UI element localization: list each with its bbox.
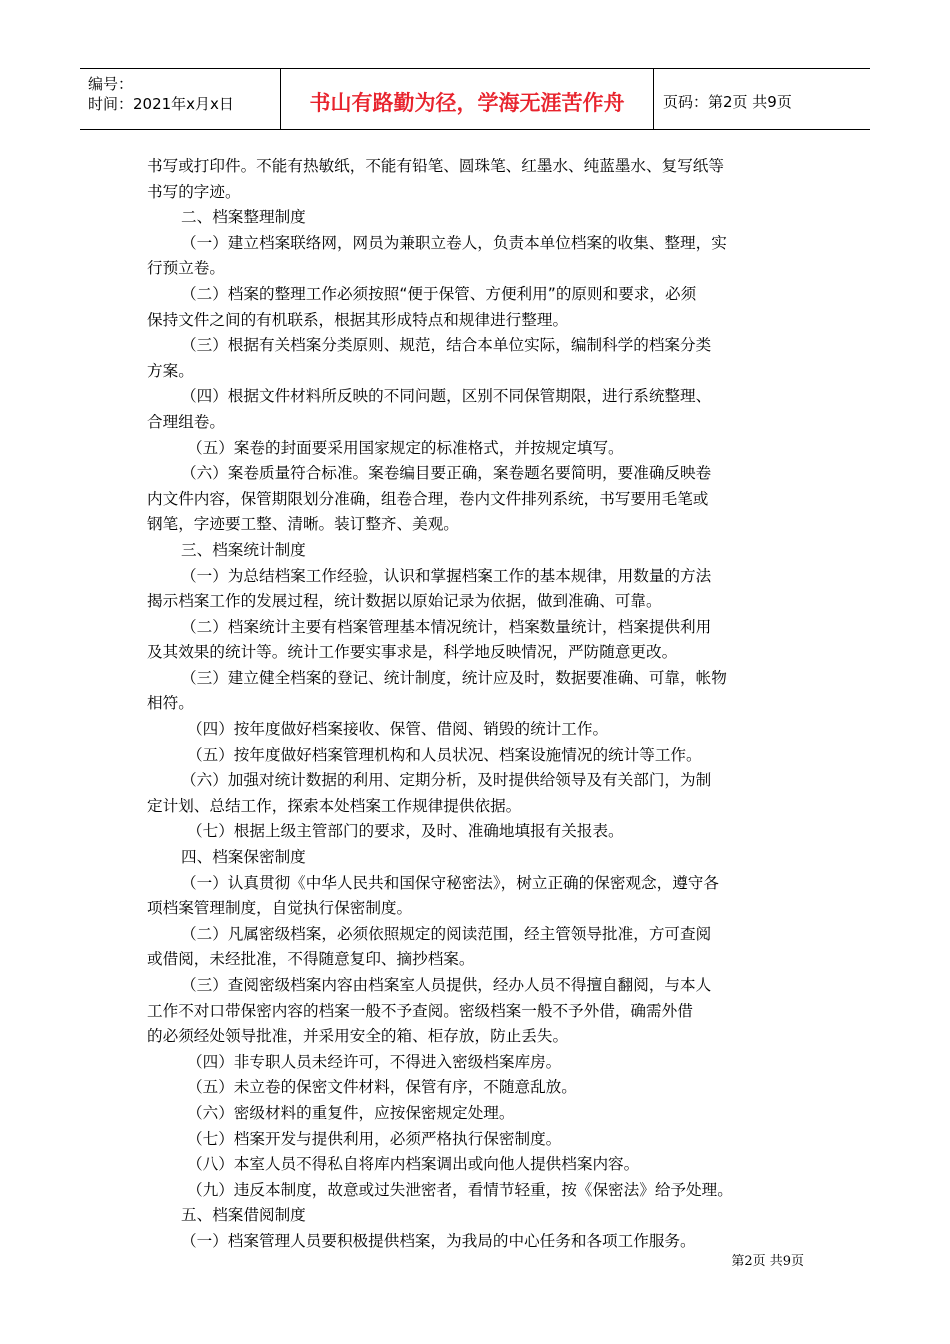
text-line: 方案。	[147, 361, 194, 380]
text-line: （五）案卷的封面要采用国家规定的标准格式，并按规定填写。	[187, 438, 624, 457]
section-heading: 三、档案统计制度	[181, 540, 306, 559]
text-line: 合理组卷。	[147, 412, 225, 431]
text-line: 行预立卷。	[147, 259, 225, 278]
text-line: 钢笔，字迹要工整、清晰。装订整齐、美观。	[147, 515, 459, 534]
text-line: （五）未立卷的保密文件材料，保管有序，不随意乱放。	[187, 1078, 577, 1097]
page-header	[80, 68, 870, 130]
text-line: （四）非专职人员未经许可，不得进入密级档案库房。	[187, 1052, 562, 1071]
header-page-cell	[653, 69, 870, 129]
text-line: 内文件内容，保管期限划分准确，组卷合理，卷内文件排列系统，书写要用毛笔或	[147, 489, 709, 508]
text-line: 工作不对口带保密内容的档案一般不予查阅。密级档案一般不予外借，确需外借	[147, 1001, 693, 1020]
text-line: （二）档案的整理工作必须按照“便于保管、方便利用”的原则和要求，必须	[181, 284, 697, 303]
text-line: （一）认真贯彻《中华人民共和国保守秘密法》，树立正确的保密观念，遵守各	[181, 873, 719, 892]
text-line: 保持文件之间的有机联系，根据其形成特点和规律进行整理。	[147, 310, 569, 329]
page-number-label: 页码：第2页 共9页	[663, 93, 792, 111]
header-info-cell	[80, 69, 280, 129]
motto: 书山有路勤为径，学海无涯苦作舟	[309, 91, 625, 115]
text-line: （一）为总结档案工作经验，认识和掌握档案工作的基本规律，用数量的方法	[181, 566, 712, 585]
text-line: （四）根据文件材料所反映的不同问题，区别不同保管期限，进行系统整理、	[181, 387, 712, 406]
text-line: 项档案管理制度，自觉执行保密制度。	[147, 899, 413, 918]
number-label: 编号：	[88, 75, 134, 93]
text-line: （六）案卷质量符合标准。案卷编目要正确，案卷题名要简明，要准确反映卷	[181, 464, 712, 483]
text-line: （一）建立档案联络网，网员为兼职立卷人，负责本单位档案的收集、整理，实	[181, 233, 727, 252]
time-label: 时间：2021年x月x日	[88, 95, 234, 113]
text-line: （九）违反本制度，故意或过失泄密者，看情节轻重，按《保密法》给予处理。	[187, 1180, 733, 1199]
text-line: （二）档案统计主要有档案管理基本情况统计，档案数量统计，档案提供利用	[181, 617, 712, 636]
text-line: （五）按年度做好档案管理机构和人员状况、档案设施情况的统计等工作。	[187, 745, 702, 764]
text-line: 的必须经处领导批准，并采用安全的箱、柜存放，防止丢失。	[147, 1027, 569, 1046]
text-line: 及其效果的统计等。统计工作要实事求是，科学地反映情况，严防随意更改。	[147, 643, 678, 662]
text-line: （八）本室人员不得私自将库内档案调出或向他人提供档案内容。	[187, 1155, 640, 1174]
text-line: 定计划、总结工作，探索本处档案工作规律提供依据。	[147, 796, 522, 815]
page-footer: 第2页 共9页	[731, 1254, 804, 1269]
text-line: 书写或打印件。不能有热敏纸，不能有铅笔、圆珠笔、红墨水、纯蓝墨水、复写纸等	[147, 157, 724, 175]
text-line: （三）查阅密级档案内容由档案室人员提供，经办人员不得擅自翻阅，与本人	[181, 976, 712, 994]
text-line: （七）根据上级主管部门的要求，及时、准确地填报有关报表。	[187, 822, 624, 841]
text-line: （一）档案管理人员要积极提供档案，为我局的中心任务和各项工作服务。	[181, 1231, 696, 1250]
text-line: （六）加强对统计数据的利用、定期分析，及时提供给领导及有关部门，为制	[181, 771, 712, 790]
text-line: （三）建立健全档案的登记、统计制度，统计应及时，数据要准确、可靠，帐物	[181, 668, 727, 687]
text-line: 或借阅，未经批准，不得随意复印、摘抄档案。	[147, 950, 475, 969]
section-heading: 四、档案保密制度	[181, 848, 306, 867]
section-heading: 二、档案整理制度	[181, 208, 306, 227]
text-line: （三）根据有关档案分类原则、规范，结合本单位实际，编制科学的档案分类	[181, 336, 712, 355]
header-motto-cell	[280, 69, 654, 129]
section-heading: 五、档案借阅制度	[181, 1206, 306, 1225]
text-line: （六）密级材料的重复件，应按保密规定处理。	[187, 1103, 515, 1122]
text-line: （四）按年度做好档案接收、保管、借阅、销毁的统计工作。	[187, 720, 609, 739]
text-line: （二）凡属密级档案，必须依照规定的阅读范围，经主管领导批准，方可查阅	[181, 924, 712, 943]
document-body	[147, 154, 805, 1255]
text-line: 书写的字迹。	[147, 182, 241, 201]
text-line: 相符。	[147, 694, 194, 713]
text-line: （七）档案开发与提供利用，必须严格执行保密制度。	[187, 1129, 562, 1148]
text-line: 揭示档案工作的发展过程，统计数据以原始记录为依据，做到准确、可靠。	[147, 592, 662, 611]
